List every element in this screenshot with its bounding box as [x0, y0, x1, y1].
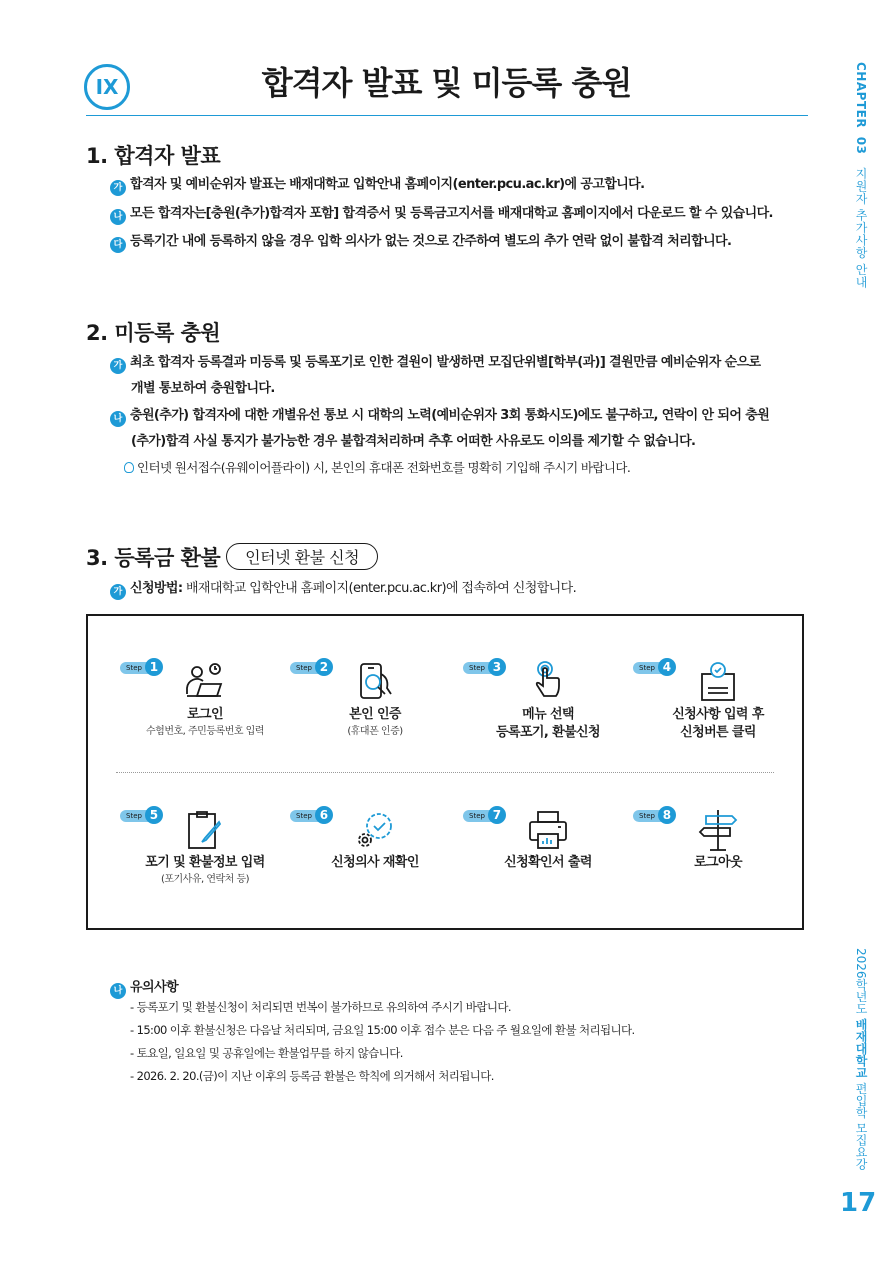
method-text: 배재대학교 입학안내 홈페이지(enter.pcu.ac.kr)에 접속하여 신청합니다.	[182, 581, 577, 596]
doc-name: 편입학 모집요강	[854, 1082, 868, 1171]
step-title: 포기 및 환불정보 입력	[145, 855, 265, 870]
step-tag	[633, 656, 676, 674]
step-tag-label: Step	[120, 810, 150, 822]
section-1-item-2	[110, 201, 800, 227]
step-subtitle: 신청버튼 클릭	[680, 725, 756, 740]
section-1-item-3	[110, 229, 800, 255]
chapter-number: 03	[854, 136, 868, 155]
caution-title-text: 유의사항	[130, 980, 179, 995]
chapter-label: CHAPTER	[854, 62, 868, 129]
marker-na-icon: 나	[110, 209, 126, 225]
step-7	[463, 804, 633, 894]
step-2	[290, 656, 460, 746]
item-text: 합격자 및 예비순위자 발표는 배재대학교 입학안내 홈페이지(enter.pcu.ac.kr)에 공고합니다.	[130, 177, 645, 192]
section-2-note	[124, 458, 630, 476]
marker-na-icon: 나	[110, 411, 126, 427]
step-4	[633, 656, 803, 746]
side-document-label	[848, 948, 870, 1170]
gear-check-icon	[353, 808, 397, 852]
section-1-item-1	[110, 172, 800, 198]
step-title: 본인 인증	[349, 707, 401, 722]
page-number: 17	[840, 1188, 877, 1218]
step-tag	[120, 804, 163, 822]
step-tag-label: Step	[633, 662, 663, 674]
step-8	[633, 804, 803, 894]
login-user-laptop-icon	[183, 660, 227, 704]
step-tag-label: Step	[290, 662, 320, 674]
item-text: 모든 합격자는[충원(추가)합격자 포함] 합격증서 및 등록금고지서를 배재대학교 홈페이지에서 다운로드 할 수 있습니다.	[130, 206, 773, 221]
step-5	[120, 804, 290, 894]
doc-school: 배재대학교	[854, 1018, 868, 1079]
step-subtitle: 등록포기, 환불신청	[496, 725, 600, 740]
item-text-line2: 개별 통보하여 충원합니다.	[131, 381, 275, 396]
step-subtitle: (포기사유, 연락처 등)	[160, 874, 250, 885]
signpost-icon	[696, 808, 740, 852]
marker-ga-icon: 가	[110, 584, 126, 600]
section-2-item-2	[110, 403, 800, 455]
phone-auth-icon	[353, 660, 397, 704]
side-chapter-label	[848, 62, 870, 289]
printer-icon	[526, 808, 570, 852]
step-tag-label: Step	[463, 810, 493, 822]
form-check-icon	[696, 660, 740, 704]
step-6	[290, 804, 460, 894]
section-3-title	[86, 542, 378, 572]
step-tag	[290, 656, 333, 674]
chapter-title: 지원자 추가사항 안내	[854, 167, 868, 289]
step-tag-label: Step	[290, 810, 320, 822]
page-title: 합격자 발표 및 미등록 충원	[261, 64, 632, 102]
step-number: 7	[488, 806, 506, 824]
marker-ga-icon: 가	[110, 358, 126, 374]
step-number: 2	[315, 658, 333, 676]
item-text-line1: 충원(추가) 합격자에 대한 개별유선 통보 시 대학의 노력(예비순위자 3회 통화시도)에도 불구하고, 연락이 안 되어 충원	[130, 408, 770, 423]
item-text-line2: (추가)합격 사실 통지가 불가능한 경우 불합격처리하며 추후 어떠한 사유로도 이의를 제기할 수 없습니다.	[131, 434, 696, 449]
step-tag-label: Step	[633, 810, 663, 822]
section-2-title: 2. 미등록 충원	[86, 321, 221, 345]
marker-ga-icon: 가	[110, 180, 126, 196]
refund-method	[110, 576, 800, 602]
caution-list	[130, 996, 635, 1088]
step-number: 8	[658, 806, 676, 824]
step-number: 3	[488, 658, 506, 676]
marker-na-icon: 나	[110, 983, 126, 999]
step-title: 신청사항 입력 후	[672, 707, 764, 722]
list-item: - 등록포기 및 환불신청이 처리되면 번복이 불가하므로 유의하여 주시기 바랍니다.	[130, 1000, 511, 1014]
step-number: 1	[145, 658, 163, 676]
step-tag	[120, 656, 163, 674]
step-number: 6	[315, 806, 333, 824]
clipboard-pen-icon	[183, 808, 227, 852]
step-subtitle: 수험번호, 주민등록번호 입력	[146, 726, 264, 737]
section-1-title: 1. 합격자 발표	[86, 144, 221, 168]
list-item: - 토요일, 일요일 및 공휴일에는 환불업무를 하지 않습니다.	[130, 1046, 403, 1060]
step-title: 신청의사 재확인	[331, 855, 419, 870]
step-title: 메뉴 선택	[522, 707, 574, 722]
step-tag	[463, 656, 506, 674]
step-number: 5	[145, 806, 163, 824]
section-2-item-1	[110, 350, 800, 402]
internet-refund-pill: 인터넷 환불 신청	[226, 543, 378, 570]
step-title: 신청확인서 출력	[504, 855, 592, 870]
step-tag-label: Step	[463, 662, 493, 674]
step-tag	[463, 804, 506, 822]
title-divider	[86, 115, 808, 116]
note-text: 인터넷 원서접수(유웨이어플라이) 시, 본인의 휴대폰 전화번호를 명확히 기입해 주시기 바랍니다.	[137, 460, 631, 475]
section-3-title-text: 3. 등록금 환불	[86, 546, 221, 570]
step-tag	[290, 804, 333, 822]
lightbulb-icon	[124, 462, 134, 473]
step-title: 로그인	[187, 707, 223, 722]
item-text-line1: 최초 합격자 등록결과 미등록 및 등록포기로 인한 결원이 발생하면 모집단위별[학부(과)] 결원만큼 예비순위자 순으로	[130, 355, 761, 370]
step-1	[120, 656, 290, 746]
tap-hand-icon	[526, 660, 570, 704]
step-3	[463, 656, 633, 746]
marker-da-icon: 다	[110, 237, 126, 253]
step-title: 로그아웃	[694, 855, 742, 870]
method-label: 신청방법:	[130, 581, 183, 596]
list-item: - 15:00 이후 환불신청은 다음날 처리되며, 금요일 15:00 이후 접수 분은 다음 주 월요일에 환불 처리됩니다.	[130, 1023, 635, 1037]
step-number: 4	[658, 658, 676, 676]
steps-divider	[116, 772, 774, 773]
doc-year: 2026학년도	[854, 948, 868, 1015]
chapter-badge: IX	[84, 64, 130, 110]
list-item: - 2026. 2. 20.(금)이 지난 이후의 등록금 환불은 학칙에 의거해서 처리됩니다.	[130, 1069, 494, 1083]
step-tag	[633, 804, 676, 822]
item-text: 등록기간 내에 등록하지 않을 경우 입학 의사가 없는 것으로 간주하여 별도의 추가 연락 없이 불합격 처리합니다.	[130, 234, 732, 249]
step-tag-label: Step	[120, 662, 150, 674]
step-subtitle: (휴대폰 인증)	[347, 726, 403, 737]
